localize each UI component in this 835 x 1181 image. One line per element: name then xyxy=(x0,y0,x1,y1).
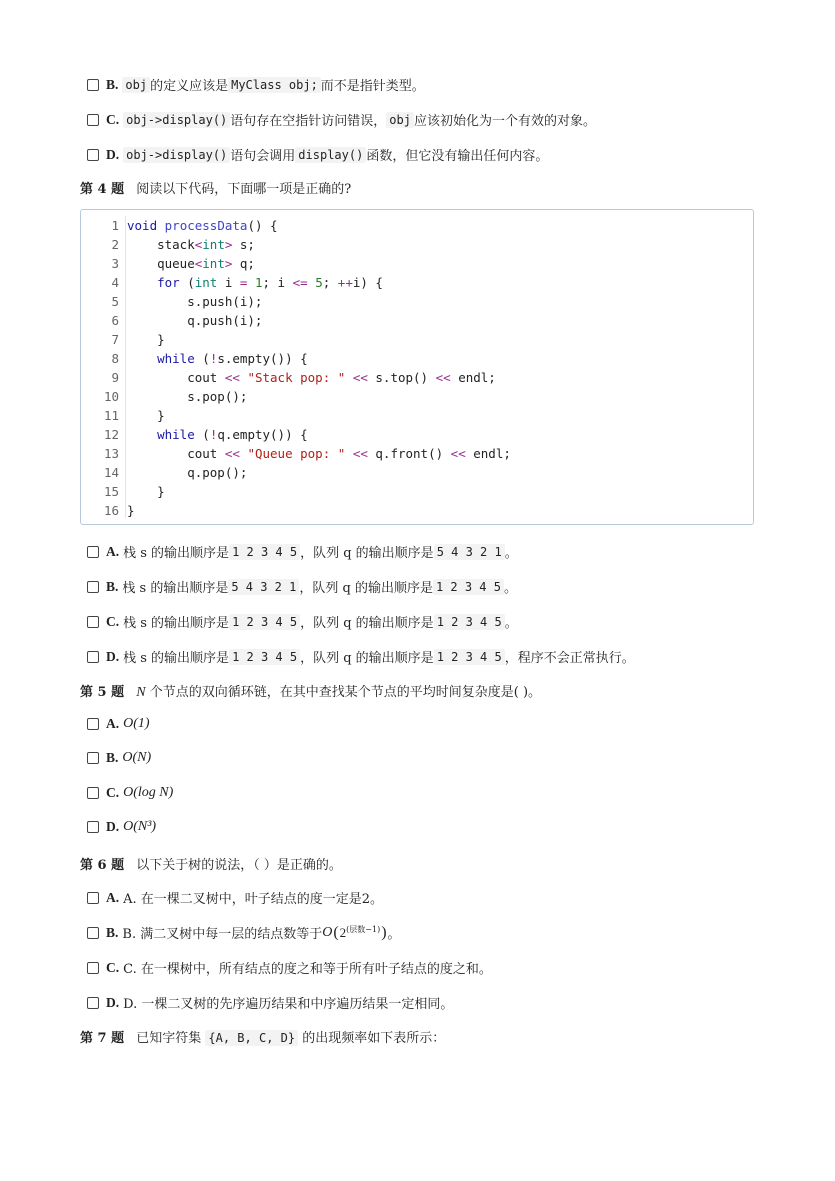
q5-option-b[interactable]: B. O(N) xyxy=(87,750,151,766)
q5-option-a[interactable]: A. O(1) xyxy=(87,716,150,732)
q6-option-b[interactable]: B. B. 满二叉树中每一层的结点数等于 O ( 2 $^{(层数-1)}$ ) 。 xyxy=(87,923,401,942)
checkbox[interactable] xyxy=(87,927,99,939)
code-line: } xyxy=(127,332,165,347)
checkbox[interactable] xyxy=(87,821,99,833)
code-line: s.push(i); xyxy=(127,294,263,309)
q4-option-d[interactable]: D. 栈 s 的输出顺序是 1 2 3 4 5 ，队列 q 的输出顺序是 1 2 3 4 5 ，程序不会正常执行。 xyxy=(87,647,635,666)
checkbox[interactable] xyxy=(87,651,99,663)
checkbox[interactable] xyxy=(87,997,99,1009)
checkbox[interactable] xyxy=(87,546,99,558)
checkbox[interactable] xyxy=(87,114,99,126)
code-line: } xyxy=(127,503,135,518)
code-line: s.pop(); xyxy=(127,389,248,404)
checkbox[interactable] xyxy=(87,718,99,730)
code-line: for (int i = 1; i <= 5; ++i) { xyxy=(157,275,383,290)
q3-option-c[interactable]: C. obj->display() 语句存在空指针访问错误， obj 应该初始化为一个有效的对象。 xyxy=(87,110,596,129)
line-numbers: 1 2 3 4 5 6 7 8 9 10 11 12 13 14 15 16 xyxy=(103,218,119,518)
q3-option-b[interactable]: B. obj 的定义应该是 MyClass obj; 而不是指针类型。 xyxy=(87,75,425,94)
q4-option-a[interactable]: A. 栈 s 的输出顺序是 1 2 3 4 5 ，队列 q 的输出顺序是 5 4 3 2 1 。 xyxy=(87,542,518,561)
checkbox[interactable] xyxy=(87,787,99,799)
question-6-title: 第 6 题 以下关于树的说法，（ ）是正确的。 xyxy=(80,858,342,873)
checkbox[interactable] xyxy=(87,616,99,628)
code-line: stack<int> s; xyxy=(127,237,255,252)
code-line: void processData() { xyxy=(127,218,278,233)
code-block xyxy=(80,209,754,525)
question-4-title: 第 4 题 阅读以下代码，下面哪一项是正确的? xyxy=(80,182,352,197)
q5-option-c[interactable]: C. O(log N) xyxy=(87,785,173,801)
checkbox[interactable] xyxy=(87,752,99,764)
code-line: q.pop(); xyxy=(127,465,248,480)
code-line: while (!s.empty()) { xyxy=(157,351,308,366)
code-line: queue<int> q; xyxy=(127,256,255,271)
code-line: cout << "Queue pop: " << q.front() << endl; xyxy=(127,446,511,461)
q4-option-b[interactable]: B. 栈 s 的输出顺序是 5 4 3 2 1 ，队列 q 的输出顺序是 1 2 3 4 5 。 xyxy=(87,577,517,596)
code-line: } xyxy=(127,408,165,423)
q6-option-d[interactable]: D. D. 一棵二叉树的先序遍历结果和中序遍历结果一定相同。 xyxy=(87,993,453,1012)
q6-option-a[interactable]: A. A. 在一棵二叉树中，叶子结点的度一定是2。 xyxy=(87,888,383,907)
question-7-title: 第 7 题 已知字符集 {A, B, C, D} 的出现频率如下表所示： xyxy=(80,1031,446,1046)
q4-option-c[interactable]: C. 栈 s 的输出顺序是 1 2 3 4 5 ，队列 q 的输出顺序是 1 2 3 4 5 。 xyxy=(87,612,518,631)
q6-option-c[interactable]: C. C. 在一棵树中，所有结点的度之和等于所有叶子结点的度之和。 xyxy=(87,958,492,977)
code-line: q.push(i); xyxy=(127,313,263,328)
checkbox[interactable] xyxy=(87,892,99,904)
checkbox[interactable] xyxy=(87,79,99,91)
checkbox[interactable] xyxy=(87,581,99,593)
checkbox[interactable] xyxy=(87,962,99,974)
code-lines xyxy=(127,216,511,520)
q5-option-d[interactable]: D. O(N³) xyxy=(87,819,156,835)
question-5-title: 第 5 题 N 个节点的双向循环链，在其中查找某个节点的平均时间复杂度是( )。 xyxy=(80,685,542,700)
gutter-divider xyxy=(125,216,126,518)
checkbox[interactable] xyxy=(87,149,99,161)
q3-option-d[interactable]: D. obj->display() 语句会调用 display() 函数，但它没有输出任何内容。 xyxy=(87,145,548,164)
code-line: while (!q.empty()) { xyxy=(157,427,308,442)
code-line: cout << "Stack pop: " << s.top() << endl; xyxy=(127,370,496,385)
code-line: } xyxy=(127,484,165,499)
